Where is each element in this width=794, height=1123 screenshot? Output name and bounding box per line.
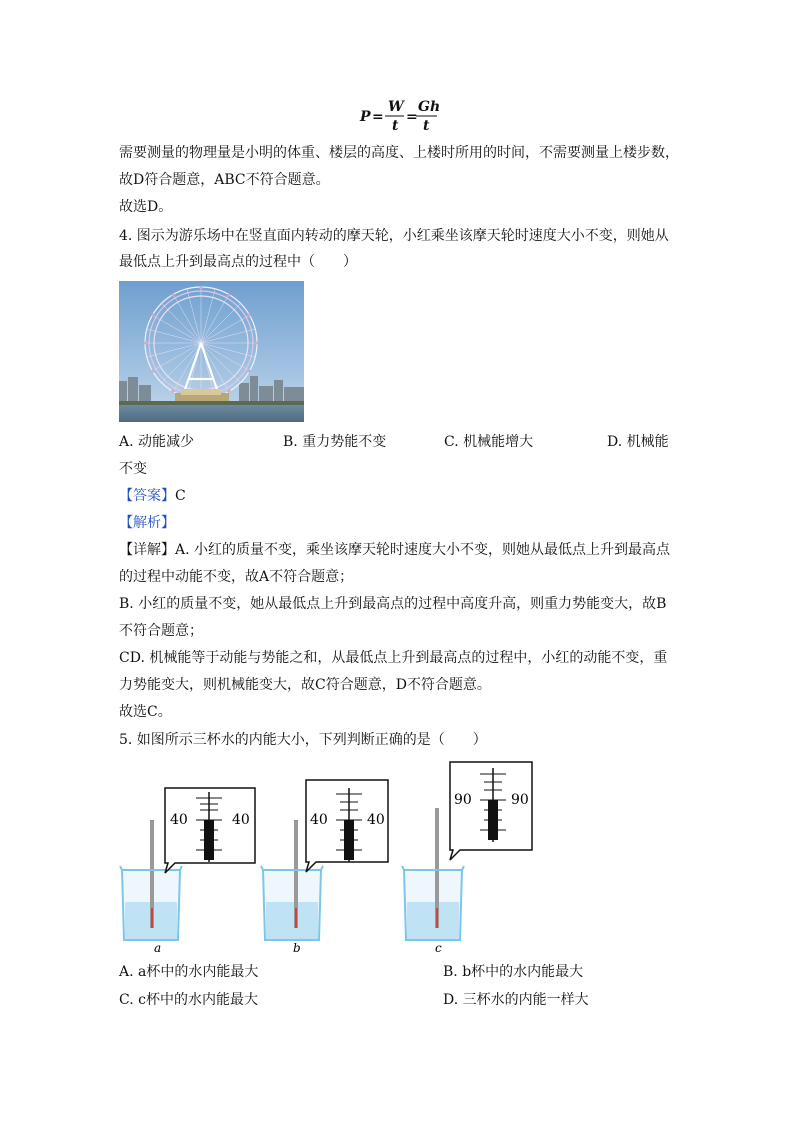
q5-option-b: B. b杯中的水内能最大 xyxy=(443,964,584,980)
q4-detail-line1 xyxy=(119,540,670,560)
detail-text: A. 小红的质量不变，乘坐该摩天轮时速度大小不变，则她从最低点上升到最高点 xyxy=(175,542,671,558)
formula-num2: Gh xyxy=(418,99,441,115)
detail-tag: 【详解】 xyxy=(119,542,175,558)
beaker-c-reading-left: 90 xyxy=(454,792,472,808)
q4-detail-line5: CD. 机械能等于动能与势能之和，从最低点上升到最高点的过程中，小红的动能不变，重 xyxy=(119,650,668,666)
formula-eq2: = xyxy=(406,109,418,125)
beaker-a-reading-right: 40 xyxy=(232,812,250,828)
q3-line1: 需要测量的物理量是小明的体重、楼层的高度、上楼时所用的时间，不需要测量上楼步数， xyxy=(119,145,679,161)
q5-option-d: D. 三杯水的内能一样大 xyxy=(443,992,589,1008)
beakers-figure xyxy=(110,758,540,958)
q4-stem-line1: 4. 图示为游乐场中在竖直面内转动的摩天轮，小红乘坐该摩天轮时速度大小不变，则她从 xyxy=(119,228,669,244)
q5-option-c: C. c杯中的水内能最大 xyxy=(119,992,258,1008)
beaker-a-label: a xyxy=(154,941,162,955)
q3-choice: 故选D。 xyxy=(119,199,173,215)
beaker-b-reading-left: 40 xyxy=(310,812,328,828)
q4-stem-line2: 最低点上升到最高点的过程中（ ） xyxy=(119,254,357,270)
q4-option-a: A. 动能减少 xyxy=(119,434,195,450)
q4-detail-line6: 力势能变大，则机械能变大，故C符合题意，D不符合题意。 xyxy=(119,677,491,693)
analysis-tag: 【解析】 xyxy=(119,515,175,531)
formula-lhs: P xyxy=(360,109,371,125)
q4-analysis-tag xyxy=(119,513,175,533)
beaker-c xyxy=(402,762,532,955)
q5-option-a: A. a杯中的水内能最大 xyxy=(119,964,259,980)
q5-stem: 5. 如图所示三杯水的内能大小，下列判断正确的是（ ） xyxy=(119,732,487,748)
q4-option-b: B. 重力势能不变 xyxy=(283,434,387,450)
q3-line2: 故D符合题意，ABC不符合题意。 xyxy=(119,172,330,188)
formula-eq1: = xyxy=(372,109,384,125)
answer-value: C xyxy=(175,488,186,504)
formula-den1: t xyxy=(392,118,399,134)
formula-num1: W xyxy=(388,99,404,115)
q4-detail-line2: 的过程中动能不变，故A不符合题意； xyxy=(119,569,354,585)
q4-option-c: C. 机械能增大 xyxy=(444,434,534,450)
beaker-c-reading-right: 90 xyxy=(511,792,529,808)
formula-den2: t xyxy=(423,118,430,134)
power-formula xyxy=(0,96,794,136)
q4-answer xyxy=(119,486,186,506)
q4-option-d-wrap: 不变 xyxy=(119,461,147,477)
q4-detail-line4: 不符合题意； xyxy=(119,623,203,639)
beaker-b-reading-right: 40 xyxy=(367,812,385,828)
beaker-a xyxy=(120,788,255,955)
beaker-a-reading-left: 40 xyxy=(170,812,188,828)
q4-detail-line3: B. 小红的质量不变，她从最低点上升到最高点的过程中高度升高，则重力势能变大，故B xyxy=(119,596,667,612)
q4-option-d: D. 机械能 xyxy=(607,434,669,450)
beaker-c-label: c xyxy=(435,941,442,955)
beaker-b xyxy=(261,780,388,955)
beaker-b-label: b xyxy=(293,941,301,955)
answer-tag: 【答案】 xyxy=(119,488,175,504)
q4-choice: 故选C。 xyxy=(119,704,172,720)
ferris-wheel-photo xyxy=(119,281,304,422)
